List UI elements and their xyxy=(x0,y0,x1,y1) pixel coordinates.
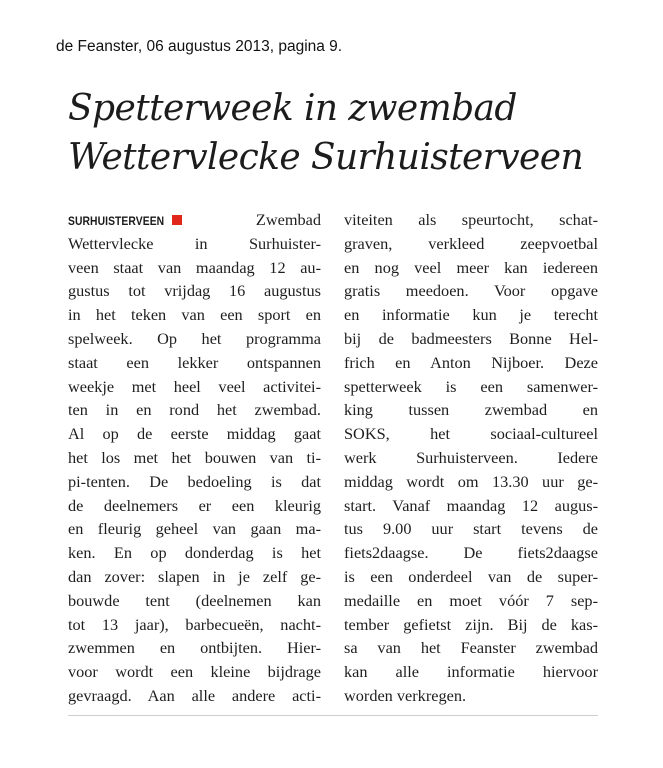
lead-line xyxy=(68,208,321,232)
text-line: kan alle informatie hiervoor xyxy=(344,662,598,682)
text-line: ten in en rond het zwembad. xyxy=(68,400,321,420)
lead-word: Zwembad xyxy=(255,210,321,229)
text-line: bouwde tent (deelnemen kan xyxy=(68,590,321,610)
article-column-right xyxy=(344,208,598,708)
article-column-left xyxy=(68,208,321,708)
text-line: is een onderdeel van de super- xyxy=(344,566,598,586)
headline-line-1: Spetterweek in zwembad xyxy=(68,88,517,129)
text-line: graven, verkleed zeepvoetbal xyxy=(344,233,598,253)
text-line: gustus tot vrijdag 16 augustus xyxy=(68,281,321,301)
red-square-icon xyxy=(172,215,182,225)
text-line: Al op de eerste middag gaat xyxy=(68,424,321,444)
text-line: en fleurig geheel van gaan ma- xyxy=(68,519,321,539)
text-line: gratis meedoen. Voor opgave xyxy=(344,281,598,301)
text-line: dan zover: slapen in je zelf ge- xyxy=(68,566,321,586)
text-line: voor wordt een kleine bijdrage xyxy=(68,662,321,682)
dateline: SURHUISTERVEEN xyxy=(68,214,165,228)
text-line: frich en Anton Nijboer. Deze xyxy=(344,352,598,372)
text-line: middag wordt om 13.30 uur ge- xyxy=(344,471,598,491)
text-line: bij de badmeesters Bonne Hel- xyxy=(344,328,598,348)
text-line: tot 13 jaar), barbecueën, nacht- xyxy=(68,614,321,634)
text-line: staat een lekker ontspannen xyxy=(68,352,321,372)
text-line: en nog veel meer kan iedereen xyxy=(344,257,598,277)
text-line: start. Vanaf maandag 12 augus- xyxy=(344,495,598,515)
text-line: in het teken van een sport en xyxy=(68,305,321,325)
bottom-rule xyxy=(68,715,598,716)
text-line: gevraagd. Aan alle andere acti- xyxy=(68,685,321,705)
text-line: medaille en moet vóór 7 sep- xyxy=(344,590,598,610)
text-line: spetterweek is een samenwer- xyxy=(344,376,598,396)
text-line: king tussen zwembad en xyxy=(344,400,598,420)
text-line: werk Surhuisterveen. Iedere xyxy=(344,447,598,467)
text-line: en informatie kun je terecht xyxy=(344,305,598,325)
text-line: ken. En op donderdag is het xyxy=(68,543,321,563)
text-line: het los met het bouwen van ti- xyxy=(68,447,321,467)
text-line: weekje met heel veel activitei- xyxy=(68,376,321,396)
text-line: tus 9.00 uur start tevens de xyxy=(344,519,598,539)
text-line: SOKS, het sociaal-cultureel xyxy=(344,424,598,444)
headline-line-2: Wettervlecke Surhuisterveen xyxy=(68,137,584,178)
text-line: fiets2daagse. De fiets2daagse xyxy=(344,543,598,563)
headline xyxy=(68,84,583,182)
text-line: viteiten als speurtocht, schat- xyxy=(344,210,598,229)
text-line: zwemmen en ontbijten. Hier- xyxy=(68,638,321,658)
text-line: spelweek. Op het programma xyxy=(68,328,321,348)
source-citation: de Feanster, 06 augustus 2013, pagina 9. xyxy=(56,38,343,55)
text-line: pi-tenten. De bedoeling is dat xyxy=(68,471,321,491)
text-line: Wettervlecke in Surhuister- xyxy=(68,233,321,253)
text-line: veen staat van maandag 12 au- xyxy=(68,257,321,277)
text-line: tember gefietst zijn. Bij de kas- xyxy=(344,614,598,634)
text-line: worden verkregen. xyxy=(344,685,467,705)
text-line: de deelnemers er een kleurig xyxy=(68,495,321,515)
text-line: sa van het Feanster zwembad xyxy=(344,638,598,658)
